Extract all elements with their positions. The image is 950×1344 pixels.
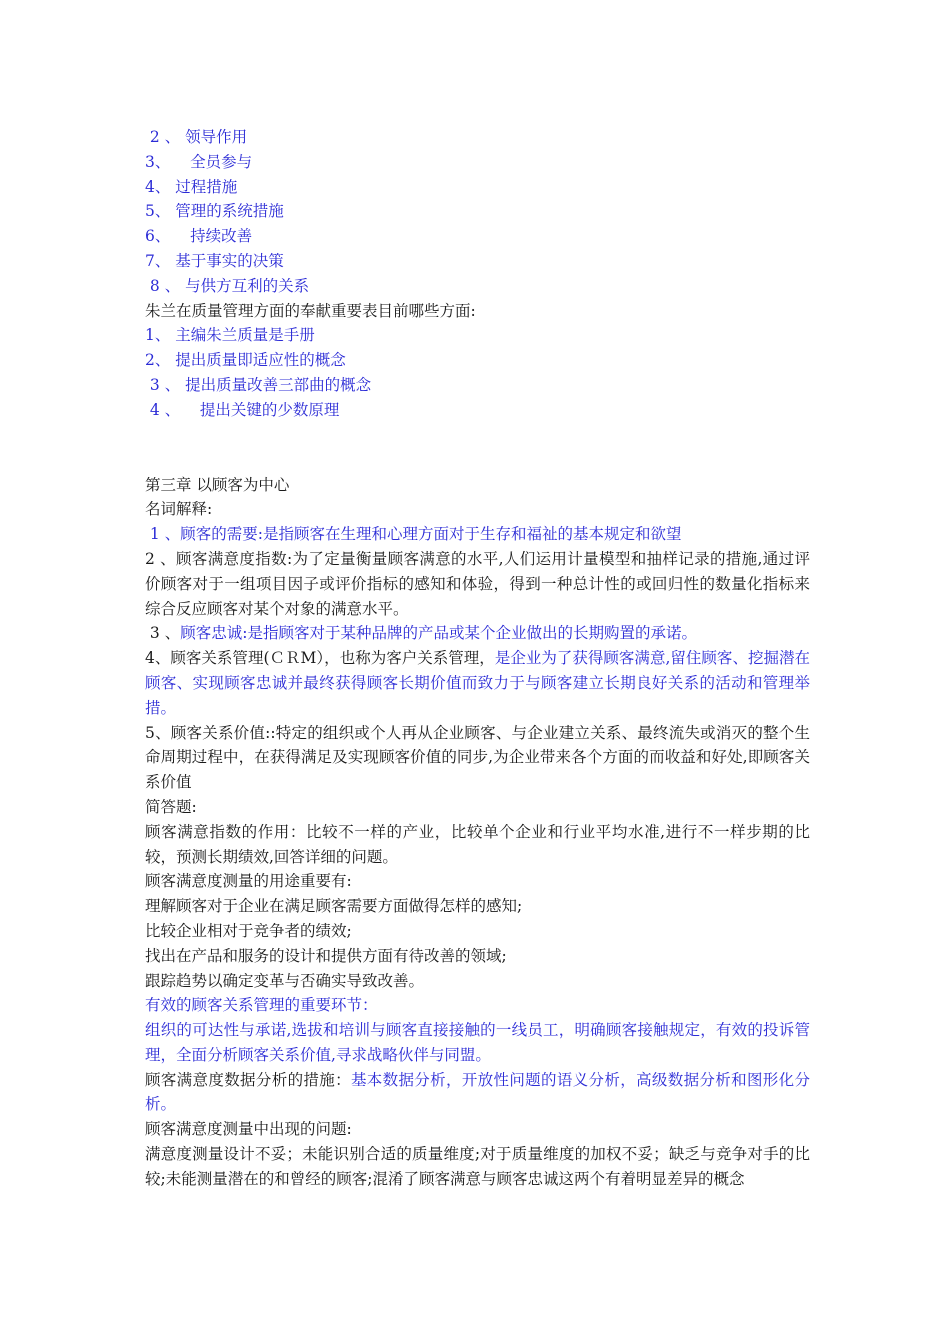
term-number: 3 、 <box>145 624 181 643</box>
principle-item: 6、 持续改善 <box>145 227 253 246</box>
juran-item: 1、 主编朱兰质量是手册 <box>145 326 315 345</box>
analysis-text: 基本数据分析，开放性问题的语义分析，高级数据分析和图形化分析。 <box>145 1070 810 1114</box>
juran-question: 朱兰在质量管理方面的奉献重要表目前哪些方面: <box>145 301 476 320</box>
juran-item: 3 、 提出质量改善三部曲的概念 <box>145 375 372 394</box>
csi-role-paragraph: 顾客满意指数的作用：比较不一样的产业，比较单个企业和行业平均水准,进行不一样步期的比较，预测长期绩效,回答详细的问题。 <box>145 822 810 866</box>
csm-use-item: 理解顾客对于企业在满足顾客需要方面做得怎样的感知; <box>145 897 523 916</box>
problems-heading: 顾客满意度测量中出现的问题: <box>145 1120 352 1139</box>
juran-item: 4 、 提出关键的少数原理 <box>145 400 340 419</box>
csm-use-item: 找出在产品和服务的设计和提供方面有待改善的领域; <box>145 946 507 965</box>
problems-paragraph: 满意度测量设计不妥；未能识别合适的质量维度;对于质量维度的加权不妥；缺乏与竞争对手的比较;未能测量潜在的和曾经的顾客;混淆了顾客满意与顾客忠诚这两个有着明显差异的概念 <box>145 1145 810 1188</box>
principle-item: 5、 管理的系统措施 <box>145 202 284 221</box>
section-spacer <box>145 423 810 473</box>
chapter-title: 第三章 以顾客为中心 <box>145 475 290 494</box>
terms-heading: 名词解释: <box>145 500 213 519</box>
csm-use-item: 跟踪趋势以确定变革与否确实导致改善。 <box>145 971 425 990</box>
principle-item: 3、 全员参与 <box>145 152 253 171</box>
juran-item: 2、 提出质量即适应性的概念 <box>145 351 346 370</box>
term-definition: 2 、顾客满意度指数:为了定量衡量顾客满意的水平,人们运用计量模型和抽样记录的措施,通过评价顾客对于一组项目因子或评价指标的感知和体验，得到一种总计性的或回归性的数量化指标来综合反应顾客对某个对象的满意水平。 <box>145 549 810 618</box>
document-body <box>145 125 810 1192</box>
term-definition: 5、顾客关系价值::特定的组织或个人再从企业顾客、与企业建立关系、最终流失或消灭的整个生命周期过程中，在获得满足及实现顾客价值的同步,为企业带来各个方面的而收益和好处,即顾客关系价值 <box>145 723 810 792</box>
term-text-highlight: 是企业为了获得顾客满意,留住顾客、挖掘潜在顾客、实现顾客忠诚并最终获得顾客长期价值而致力于与顾客建立长期良好关系的活动和管理举措。 <box>145 649 810 717</box>
principle-item: 7、 基于事实的决策 <box>145 251 284 270</box>
term-definition <box>145 646 810 720</box>
csm-use-item: 比较企业相对于竞争者的绩效; <box>145 921 352 940</box>
analysis-paragraph <box>145 1068 810 1118</box>
analysis-label: 顾客满意度数据分析的措施： <box>145 1070 351 1089</box>
principle-item: 2 、 领导作用 <box>145 128 248 146</box>
term-text: 4、顾客关系管理(ＣＲM），也称为客户关系管理， <box>145 649 495 668</box>
term-definition: 1 、顾客的需要:是指顾客在生理和心理方面对于生存和福祉的基本规定和欲望 <box>145 525 682 544</box>
crm-key-heading: 有效的顾客关系管理的重要环节： <box>145 996 378 1015</box>
crm-key-paragraph: 组织的可达性与承诺,选拔和培训与顾客直接接触的一线员工，明确顾客接触规定，有效的投诉管理，全面分析顾客关系价值,寻求战略伙伴与同盟。 <box>145 1021 810 1064</box>
principle-item: 8 、 与供方互利的关系 <box>145 276 310 295</box>
term-definition <box>145 621 810 646</box>
term-text: 顾客忠诚:是指顾客对于某种品牌的产品或某个企业做出的长期购置的承诺。 <box>180 624 697 643</box>
csm-uses-heading: 顾客满意度测量的用途重要有: <box>145 872 352 891</box>
short-answer-heading: 简答题: <box>145 797 197 816</box>
principle-item: 4、 过程措施 <box>145 177 238 196</box>
